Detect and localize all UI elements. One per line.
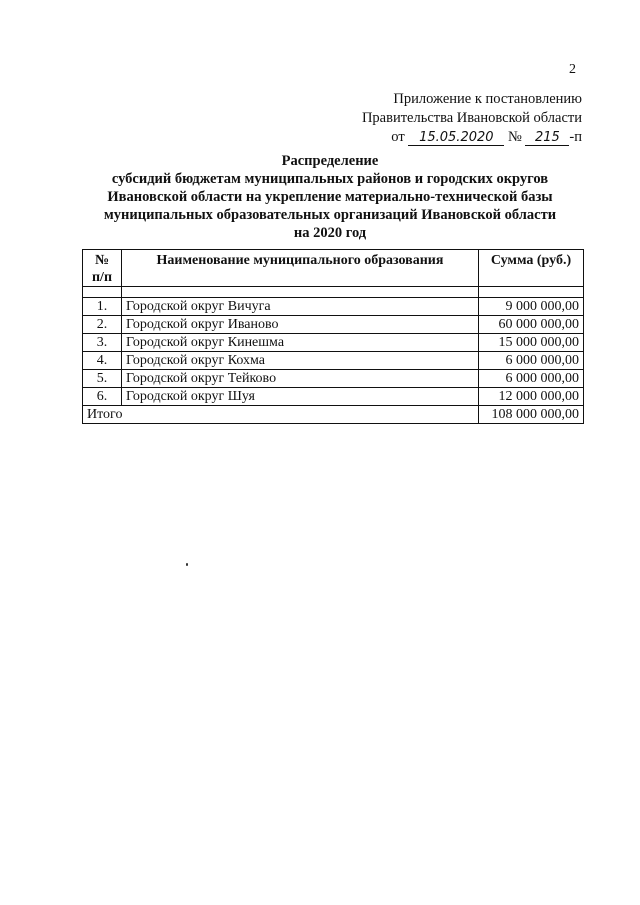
row-num: 2.	[83, 316, 122, 334]
row-sum: 6 000 000,00	[479, 352, 584, 370]
appendix-line-2: Правительства Ивановской области	[361, 110, 582, 126]
number-label: №	[507, 129, 522, 145]
table-row	[83, 370, 584, 388]
table-spacer-row	[83, 287, 584, 298]
header-name: Наименование муниципального образования	[122, 250, 479, 287]
total-sum: 108 000 000,00	[479, 406, 584, 424]
row-name: Городской округ Тейково	[122, 370, 479, 388]
header-num-line-2: п/п	[91, 270, 113, 285]
from-label: от	[391, 129, 405, 145]
title-line-3: Ивановской области на укрепление материально-технической базы	[107, 189, 553, 205]
handwritten-number: 215	[525, 131, 569, 146]
row-name: Городской округ Кохма	[122, 352, 479, 370]
table-row	[83, 334, 584, 352]
title-line-4: муниципальных образовательных организаций Ивановской области	[103, 207, 557, 223]
table-row	[83, 352, 584, 370]
row-num: 6.	[83, 388, 122, 406]
number-suffix: -п	[569, 129, 582, 145]
table-header-row	[83, 250, 584, 287]
title-line-5: на 2020 год	[293, 225, 367, 241]
table-total-row	[83, 406, 584, 424]
row-sum: 9 000 000,00	[479, 298, 584, 316]
row-sum: 6 000 000,00	[479, 370, 584, 388]
distribution-table	[82, 249, 584, 424]
header-num	[83, 250, 122, 287]
row-name: Городской округ Кинешма	[122, 334, 479, 352]
row-name: Городской округ Шуя	[122, 388, 479, 406]
row-sum: 60 000 000,00	[479, 316, 584, 334]
table-row	[83, 316, 584, 334]
total-label: Итого	[83, 406, 479, 424]
row-num: 4.	[83, 352, 122, 370]
handwritten-date: 15.05.2020	[408, 131, 504, 146]
table-row	[83, 388, 584, 406]
row-sum: 15 000 000,00	[479, 334, 584, 352]
title-line-2: субсидий бюджетам муниципальных районов и городских округов	[111, 171, 549, 187]
appendix-line-1: Приложение к постановлению	[393, 91, 582, 107]
table-row	[83, 298, 584, 316]
row-sum: 12 000 000,00	[479, 388, 584, 406]
page-number: 2	[569, 62, 576, 77]
row-name: Городской округ Иваново	[122, 316, 479, 334]
document-title	[80, 152, 580, 242]
appendix-header	[362, 90, 582, 147]
row-num: 1.	[83, 298, 122, 316]
header-num-line-1: №	[94, 253, 110, 268]
appendix-reference-line	[362, 128, 582, 147]
row-num: 3.	[83, 334, 122, 352]
header-sum: Сумма (руб.)	[479, 250, 584, 287]
row-num: 5.	[83, 370, 122, 388]
title-line-1: Распределение	[281, 153, 379, 169]
row-name: Городской округ Вичуга	[122, 298, 479, 316]
scan-speck	[186, 563, 188, 566]
